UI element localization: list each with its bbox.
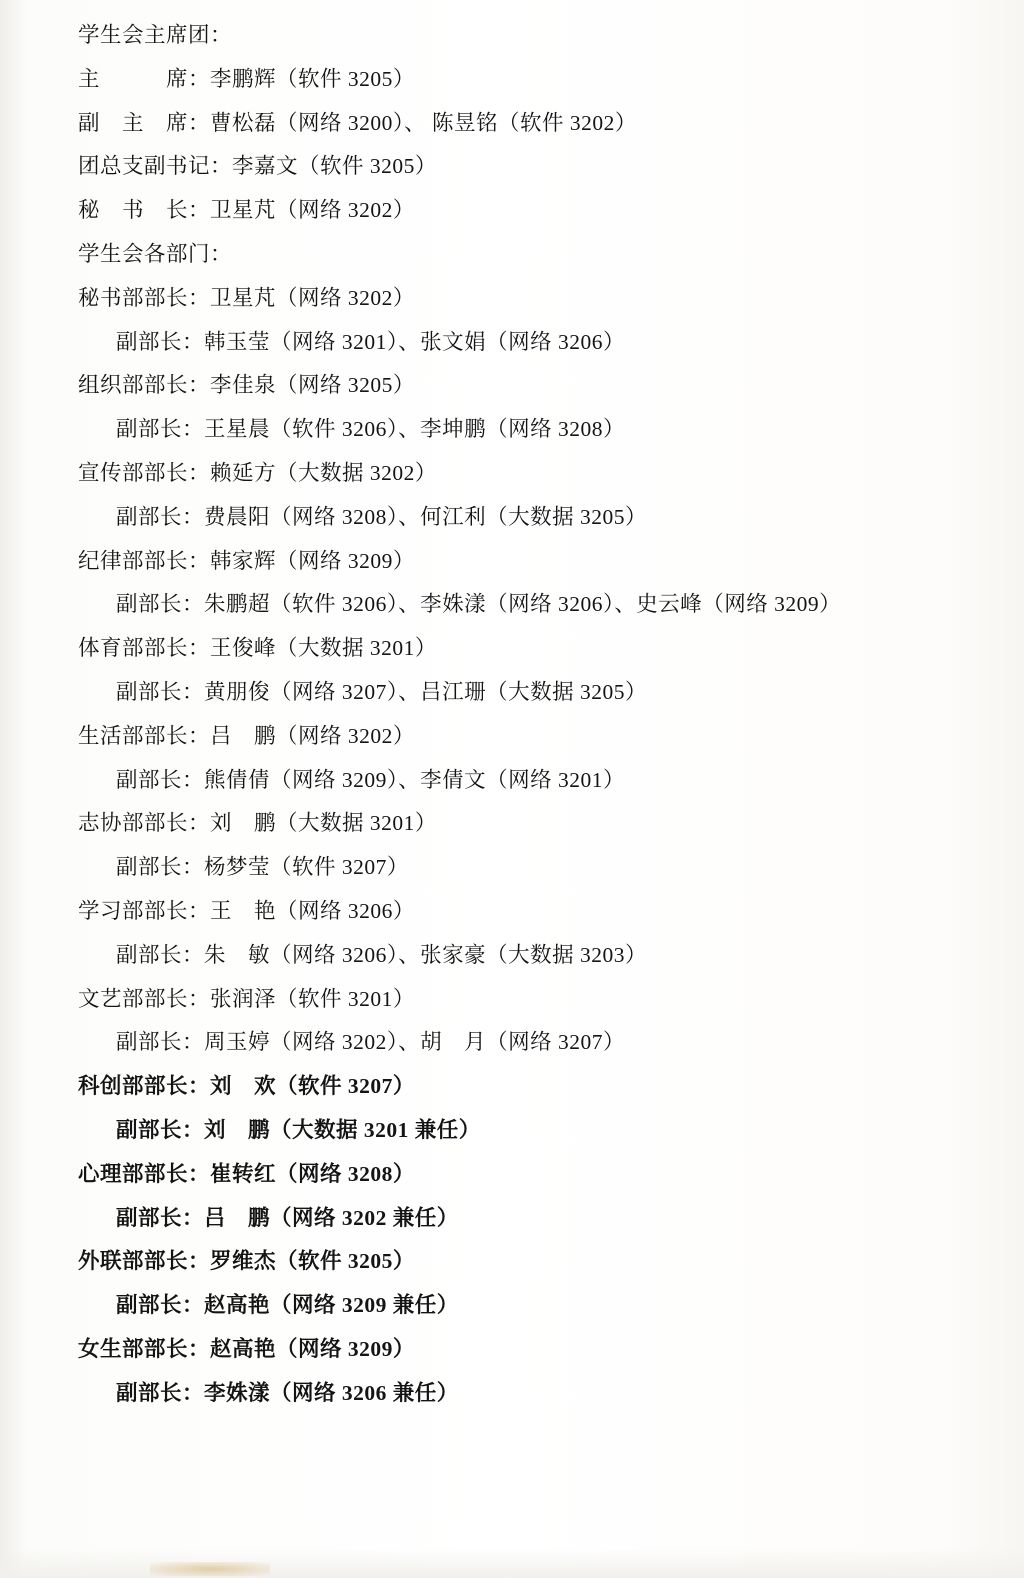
presidium-line-vice-chairman: 副 主 席：曹松磊（网络 3200）、 陈昱铭（软件 3202）	[78, 110, 637, 135]
dept-line-organization-head: 组织部部长：李佳泉（网络 3205）	[78, 373, 415, 398]
dept-line-publicity-deputy: 副部长：费晨阳（网络 3208）、何江利（大数据 3205）	[116, 504, 648, 529]
presidium-line-secretary-general: 秘 书 长：卫星芃（网络 3202）	[78, 198, 415, 223]
page-left-shadow	[0, 0, 26, 1578]
dept-line-study-head: 学习部部长：王 艳（网络 3206）	[78, 898, 415, 923]
dept-line-innovation-head: 科创部部长：刘 欢（软件 3207）	[78, 1074, 415, 1099]
section-heading-presidium: 学生会主席团：	[78, 23, 233, 47]
dept-line-publicity-head: 宣传部部长：赖延方（大数据 3202）	[78, 460, 437, 485]
dept-line-girls-deputy: 副部长：李姝漾（网络 3206 兼任）	[116, 1380, 459, 1405]
dept-line-liaison-head: 外联部部长：罗维杰（软件 3205）	[78, 1249, 415, 1274]
dept-line-girls-head: 女生部部长：赵高艳（网络 3209）	[78, 1336, 415, 1361]
dept-line-volunteer-head: 志协部部长：刘 鹏（大数据 3201）	[78, 811, 437, 836]
presidium-line-deputy-secretary: 团总支副书记：李嘉文（软件 3205）	[78, 154, 437, 179]
presidium-line-chairman: 主 席：李鹏辉（软件 3205）	[78, 66, 415, 91]
dept-line-secretariat-deputy: 副部长：韩玉莹（网络 3201）、张文娟（网络 3206）	[116, 329, 626, 354]
dept-line-innovation-deputy: 副部长：刘 鹏（大数据 3201 兼任）	[116, 1117, 481, 1142]
dept-line-organization-deputy: 副部长：王星晨（软件 3206）、李坤鹏（网络 3208）	[116, 417, 626, 442]
dept-line-arts-head: 文艺部部长：张润泽（软件 3201）	[78, 986, 415, 1011]
dept-line-secretariat-head: 秘书部部长：卫星芃（网络 3202）	[78, 285, 415, 310]
dept-line-liaison-deputy: 副部长：赵高艳（网络 3209 兼任）	[116, 1293, 459, 1318]
document-body	[78, 14, 994, 1416]
page-bottom-shadow	[0, 1548, 1024, 1578]
dept-line-discipline-deputy: 副部长：朱鹏超（软件 3206）、李姝漾（网络 3206）、史云峰（网络 3209）	[116, 592, 842, 617]
dept-line-psychology-head: 心理部部长：崔转红（网络 3208）	[78, 1161, 415, 1186]
section-heading-departments: 学生会各部门：	[78, 241, 233, 266]
dept-line-life-head: 生活部部长：吕 鹏（网络 3202）	[78, 723, 415, 748]
dept-line-discipline-head: 纪律部部长：韩家辉（网络 3209）	[78, 548, 415, 573]
page-smudge	[150, 1562, 270, 1576]
dept-line-volunteer-deputy: 副部长：杨梦莹（软件 3207）	[116, 855, 409, 880]
dept-line-psychology-deputy: 副部长：吕 鹏（网络 3202 兼任）	[116, 1205, 459, 1230]
dept-line-sports-head: 体育部部长：王俊峰（大数据 3201）	[78, 636, 437, 661]
dept-line-life-deputy: 副部长：熊倩倩（网络 3209）、李倩文（网络 3201）	[116, 767, 626, 792]
dept-line-arts-deputy: 副部长：周玉婷（网络 3202）、胡 月（网络 3207）	[116, 1030, 626, 1055]
dept-line-study-deputy: 副部长：朱 敏（网络 3206）、张家豪（大数据 3203）	[116, 942, 648, 967]
dept-line-sports-deputy: 副部长：黄朋俊（网络 3207）、吕江珊（大数据 3205）	[116, 679, 648, 704]
